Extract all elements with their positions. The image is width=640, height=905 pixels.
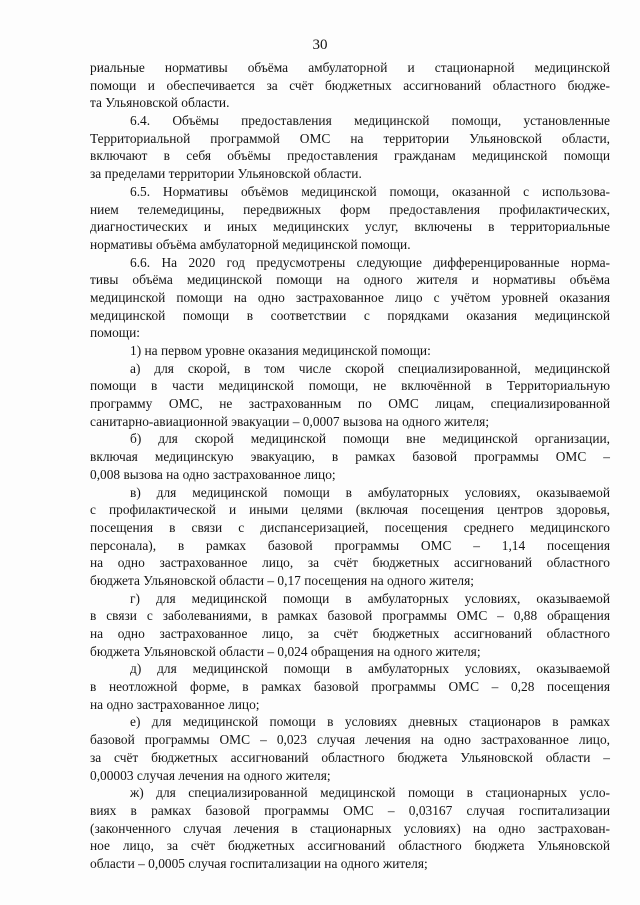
text-line: базовой программы ОМС – 0,023 случая лечения на одно застрахованное лицо, — [90, 732, 610, 748]
text-line: на одно застрахованное лицо; — [90, 696, 260, 712]
text-line: 0,00003 случая лечения на одного жителя; — [90, 767, 331, 783]
text-line: нием телемедицины, передвижных форм предоставления профилактических, — [90, 201, 610, 217]
text-line: бюджета Ульяновской области – 0,024 обращения на одного жителя; — [90, 643, 481, 659]
text-line: помощи в части медицинской помощи, не включённой в Территориальную — [90, 378, 610, 394]
text-line: в связи с заболеваниями, в рамках базовой программы ОМС – 0,88 обращения — [90, 608, 610, 624]
text-line: 6.4. Объёмы предоставления медицинской помощи, установленные — [130, 113, 610, 129]
text-line: бюджета Ульяновской области – 0,17 посещения на одного жителя; — [90, 572, 474, 588]
text-line: области – 0,0005 случая госпитализации на одного жителя; — [90, 855, 428, 871]
text-line: 6.6. На 2020 год предусмотрены следующие дифференцированные норма- — [130, 254, 610, 270]
text-line: медицинской помощи в соответствии с порядками оказания медицинской — [90, 307, 610, 323]
text-line: диагностических и иных медицинских услуг, включены в территориальные — [90, 219, 610, 235]
text-line: программу ОМС, не застрахованным по ОМС лицам, специализированной — [90, 396, 610, 412]
text-line: риальные нормативы объёма амбулаторной и стационарной медицинской — [90, 60, 610, 75]
text-line: за счёт бюджетных ассигнований областного бюджета Ульяновской области – — [90, 749, 610, 765]
text-line: на одно застрахованное лицо, за счёт бюджетных ассигнований областного — [90, 626, 610, 641]
text-line: (законченного случая лечения в стационарных условиях) на одно застрахован- — [90, 820, 610, 836]
text-line: включая медицинскую эвакуацию, в рамках базовой программы ОМС – — [90, 449, 610, 465]
text-line: медицинской помощи на одно застрахованное лицо с учётом уровней оказания — [90, 289, 610, 305]
text-line: помощи и обеспечивается за счёт бюджетных ассигнований областного бюдже- — [90, 77, 610, 93]
text-line: ное лицо, за счёт бюджетных ассигнований областного бюджета Ульяновской — [90, 838, 610, 854]
text-line: помощи: — [90, 325, 140, 341]
text-line: в) для медицинской помощи в амбулаторных условиях, оказываемой — [130, 484, 610, 500]
text-line: включают в себя объёмы предоставления гражданам медицинской помощи — [90, 148, 610, 164]
document-body — [90, 59, 610, 873]
text-line: санитарно-авиационной эвакуации – 0,0007 вызова на одного жителя; — [90, 413, 490, 429]
text-line: на одно застрахованное лицо, за счёт бюджетных ассигнований областного — [90, 555, 610, 571]
text-line: та Ульяновской области. — [90, 95, 230, 111]
text-line: тивы объёма медицинской помощи на одного жителя и нормативы объёма — [90, 272, 610, 288]
text-line: с профилактической и иными целями (включая посещения центров здоровья, — [90, 502, 610, 518]
text-line: г) для медицинской помощи в амбулаторных условиях, оказываемой — [130, 590, 610, 606]
text-line: 1) на первом уровне оказания медицинской помощи: — [130, 343, 431, 358]
page-number: 30 — [312, 37, 328, 53]
text-line: е) для медицинской помощи в условиях дневных стационаров в рамках — [130, 714, 610, 730]
text-line: б) для скорой медицинской помощи вне медицинской организации, — [130, 431, 610, 447]
text-line: нормативы объёма амбулаторной медицинской помощи. — [90, 236, 411, 252]
text-line: 0,008 вызова на одно застрахованное лицо; — [90, 466, 336, 482]
text-line: виях в рамках базовой программы ОМС – 0,03167 случая госпитализации — [90, 802, 610, 818]
text-line: Территориальной программой ОМС на территории Ульяновской области, — [90, 130, 610, 146]
text-line: персонала), в рамках базовой программы ОМС – 1,14 посещения — [90, 537, 610, 553]
text-line: посещения в связи с диспансеризацией, посещения среднего медицинского — [90, 519, 610, 535]
text-line: д) для медицинской помощи в амбулаторных условиях, оказываемой — [130, 661, 610, 677]
text-line: а) для скорой, в том числе скорой специализированной, медицинской — [130, 360, 610, 376]
text-line: ж) для специализированной медицинской помощи в стационарных усло- — [130, 785, 610, 801]
text-line: в неотложной форме, в рамках базовой программы ОМС – 0,28 посещения — [90, 679, 610, 695]
text-line: 6.5. Нормативы объёмов медицинской помощи, оказанной с использова- — [130, 183, 610, 199]
text-line: за пределами территории Ульяновской области. — [90, 166, 362, 182]
